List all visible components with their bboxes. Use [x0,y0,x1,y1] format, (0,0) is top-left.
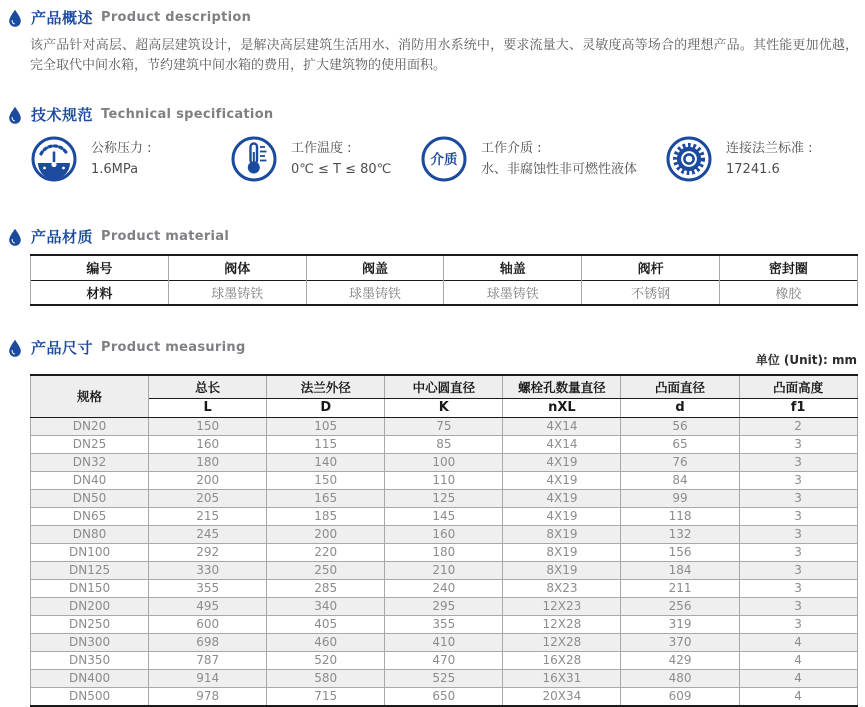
table-cell: 4X19 [503,507,621,525]
table-cell: DN200 [31,597,149,615]
table-cell: 355 [385,615,503,633]
table-cell: 12X28 [503,633,621,651]
col-header: 凸面直径 [621,375,739,398]
table-cell: 56 [621,417,739,435]
table-cell: 4X19 [503,471,621,489]
spec-value: 水、非腐蚀性非可燃性液体 [481,162,638,177]
overview-title-zh: 产品概述 [31,9,94,27]
sub-header: nXL [503,398,621,417]
table-cell: 787 [149,651,267,669]
material-header: 轴盖 [444,255,582,280]
table-row [31,651,858,669]
table-cell: 12X23 [503,597,621,615]
medium-badge-text: 介质 [430,152,458,168]
table-cell: 525 [385,669,503,687]
table-cell: 125 [385,489,503,507]
material-header: 密封圈 [719,255,857,280]
material-row-label: 材料 [31,280,169,305]
spec-item-medium [420,135,637,183]
table-cell: 8X19 [503,561,621,579]
table-cell: 3 [739,435,857,453]
table-cell: DN32 [31,453,149,471]
table-cell: 370 [621,633,739,651]
material-title-en: Product material [101,229,230,244]
table-cell: 99 [621,489,739,507]
table-cell: 85 [385,435,503,453]
table-row [31,507,858,525]
table-cell: 8X19 [503,543,621,561]
table-row [31,687,858,706]
measuring-title-zh: 产品尺寸 [31,339,94,357]
table-cell: 3 [739,597,857,615]
table-cell: DN250 [31,615,149,633]
table-cell: 245 [149,525,267,543]
table-cell: DN350 [31,651,149,669]
material-header: 阀杆 [582,255,720,280]
table-row [31,453,858,471]
table-cell: 180 [385,543,503,561]
material-header: 编号 [31,255,169,280]
col-header: 中心圆直径 [385,375,503,398]
table-cell: DN300 [31,633,149,651]
table-cell: 4 [739,633,857,651]
measuring-subheader-row [31,398,858,417]
medium-badge-icon [420,135,468,183]
table-cell: 2 [739,417,857,435]
spec-label: 工作温度 : [291,141,352,156]
overview-body-text: 该产品针对高层、超高层建筑设计，是解决高层建筑生活用水、消防用水系统中，要求流量大、灵敏度高等场合的理想产品。其性能更加优越，完全取代中间水箱，节约建筑中间水箱的费用，扩大建筑物的使用面积。 [30,38,858,73]
table-cell: 65 [621,435,739,453]
table-cell: 410 [385,633,503,651]
table-cell: 580 [267,669,385,687]
spec-value: 0℃ ≤ T ≤ 80℃ [291,162,392,177]
spec-value: 17241.6 [726,162,780,177]
water-drop-icon [8,339,22,357]
table-cell: 84 [621,471,739,489]
unit-label: 单位 (Unit): mm [755,353,857,367]
col-header: 凸面高度 [739,375,857,398]
material-value: 不锈钢 [582,280,720,305]
table-cell: 220 [267,543,385,561]
table-cell: 470 [385,651,503,669]
sub-header: L [149,398,267,417]
table-cell: 460 [267,633,385,651]
table-cell: DN65 [31,507,149,525]
table-cell: 319 [621,615,739,633]
table-cell: 4 [739,651,857,669]
table-cell: 4X14 [503,417,621,435]
material-section-heading [8,226,229,247]
table-cell: 3 [739,615,857,633]
table-cell: 3 [739,561,857,579]
table-row [31,615,858,633]
table-cell: 978 [149,687,267,706]
material-value: 球墨铸铁 [168,280,306,305]
spec-text-temperature [291,138,391,180]
sub-header: d [621,398,739,417]
table-cell: 4 [739,687,857,706]
table-cell: 12X28 [503,615,621,633]
table-cell: 520 [267,651,385,669]
table-cell: 20X34 [503,687,621,706]
table-cell: 4X14 [503,435,621,453]
table-row [31,633,858,651]
table-cell: DN125 [31,561,149,579]
table-cell: 495 [149,597,267,615]
water-drop-icon [8,106,22,124]
table-cell: 914 [149,669,267,687]
table-cell: 330 [149,561,267,579]
table-row [31,543,858,561]
table-row [31,669,858,687]
spec-item-temperature [230,135,391,183]
table-cell: 295 [385,597,503,615]
table-cell: 3 [739,471,857,489]
spec-item-pressure [30,135,152,183]
table-cell: 355 [149,579,267,597]
table-cell: 3 [739,525,857,543]
table-cell: DN50 [31,489,149,507]
table-cell: 75 [385,417,503,435]
table-cell: 160 [149,435,267,453]
sub-header: K [385,398,503,417]
table-cell: 165 [267,489,385,507]
spec-value: 1.6MPa [91,162,139,177]
table-cell: DN100 [31,543,149,561]
col-header: 螺栓孔数量直径 [503,375,621,398]
table-cell: 156 [621,543,739,561]
table-cell: 180 [149,453,267,471]
table-cell: 8X19 [503,525,621,543]
table-cell: 115 [267,435,385,453]
overview-title-en: Product description [101,10,252,25]
table-cell: 185 [267,507,385,525]
table-row [31,471,858,489]
table-cell: DN40 [31,471,149,489]
table-cell: 8X23 [503,579,621,597]
table-cell: 150 [149,417,267,435]
table-row [31,525,858,543]
table-cell: 76 [621,453,739,471]
table-cell: 150 [267,471,385,489]
table-cell: DN25 [31,435,149,453]
table-cell: 609 [621,687,739,706]
table-cell: DN400 [31,669,149,687]
table-cell: 184 [621,561,739,579]
spec-label: 公称压力 : [91,141,152,156]
table-cell: 3 [739,453,857,471]
spec-title-zh: 技术规范 [31,106,94,124]
col-header: 总长 [149,375,267,398]
spec-title-en: Technical specification [101,107,274,122]
material-value: 橡胶 [719,280,857,305]
table-cell: 215 [149,507,267,525]
material-table [30,254,858,306]
table-row [31,435,858,453]
measuring-table-body [31,417,858,706]
table-cell: 16X28 [503,651,621,669]
table-cell: 3 [739,489,857,507]
table-cell: 405 [267,615,385,633]
spec-section-heading [8,104,273,125]
table-cell: DN80 [31,525,149,543]
material-header: 阀盖 [306,255,444,280]
pressure-gauge-icon [30,135,78,183]
table-cell: 110 [385,471,503,489]
table-cell: 715 [267,687,385,706]
measuring-section-heading [8,337,246,358]
spec-text-flange [726,138,813,180]
measuring-table [30,374,858,707]
table-cell: 105 [267,417,385,435]
material-title-zh: 产品材质 [31,228,94,246]
table-cell: 250 [267,561,385,579]
material-header-row [31,255,858,280]
table-cell: 650 [385,687,503,706]
material-data-row [31,280,858,305]
table-row [31,417,858,435]
spec-item-flange [665,135,813,183]
table-cell: 285 [267,579,385,597]
spec-label: 工作介质 : [481,141,542,156]
water-drop-icon [8,9,22,27]
table-cell: 200 [149,471,267,489]
overview-section-heading [8,7,251,28]
table-cell: 160 [385,525,503,543]
col-header: 法兰外径 [267,375,385,398]
table-cell: 145 [385,507,503,525]
material-header: 阀体 [168,255,306,280]
water-drop-icon [8,228,22,246]
spec-text-pressure [91,138,152,180]
table-cell: 292 [149,543,267,561]
table-row [31,561,858,579]
table-cell: 600 [149,615,267,633]
table-cell: 698 [149,633,267,651]
spec-label: 连接法兰标准 : [726,141,813,156]
table-row [31,489,858,507]
table-cell: 3 [739,579,857,597]
table-cell: 118 [621,507,739,525]
table-cell: 480 [621,669,739,687]
table-cell: 132 [621,525,739,543]
table-cell: 205 [149,489,267,507]
table-cell: 200 [267,525,385,543]
table-cell: 4X19 [503,489,621,507]
table-cell: 256 [621,597,739,615]
table-cell: DN150 [31,579,149,597]
table-cell: 4X19 [503,453,621,471]
table-cell: 100 [385,453,503,471]
table-cell: 140 [267,453,385,471]
table-cell: 210 [385,561,503,579]
sub-header: D [267,398,385,417]
table-cell: 211 [621,579,739,597]
table-cell: 429 [621,651,739,669]
measuring-title-en: Product measuring [101,340,246,355]
spec-text-medium [481,138,637,180]
table-cell: 3 [739,507,857,525]
material-value: 球墨铸铁 [306,280,444,305]
measuring-header-row [31,375,858,398]
table-cell: 4 [739,669,857,687]
table-row [31,597,858,615]
thermometer-icon [230,135,278,183]
table-cell: 16X31 [503,669,621,687]
col-header-spec: 规格 [31,375,149,417]
table-row [31,579,858,597]
table-cell: DN20 [31,417,149,435]
table-cell: 3 [739,543,857,561]
table-cell: 340 [267,597,385,615]
table-cell: DN500 [31,687,149,706]
sub-header: f1 [739,398,857,417]
table-cell: 240 [385,579,503,597]
material-value: 球墨铸铁 [444,280,582,305]
flange-gear-icon [665,135,713,183]
